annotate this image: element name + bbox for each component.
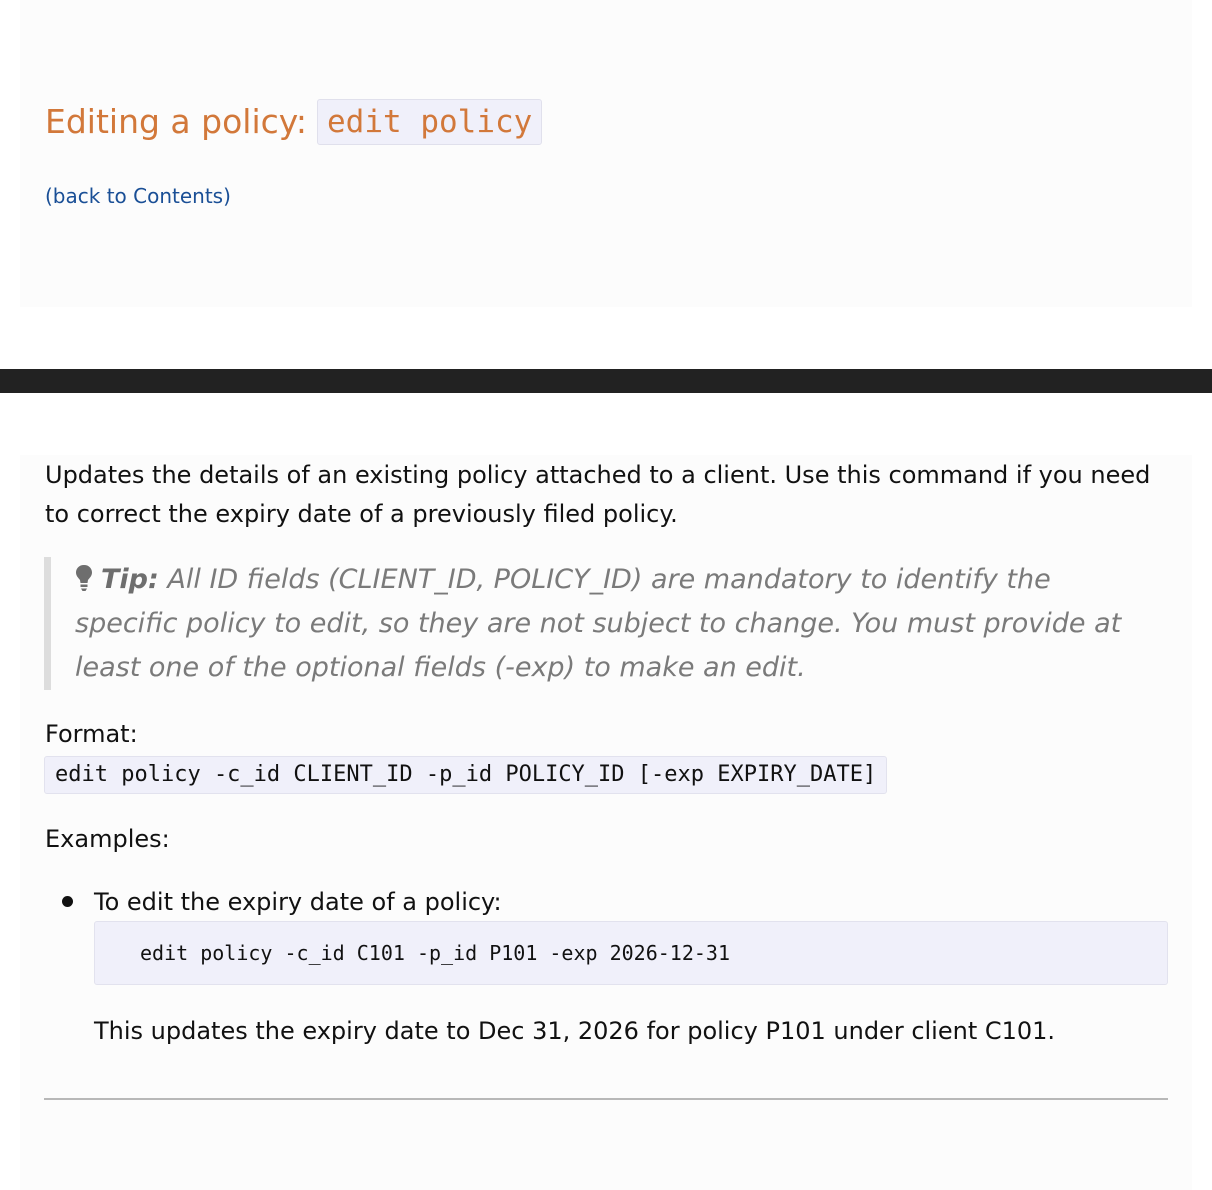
tip-blockquote <box>44 557 1134 690</box>
example-description: To edit the expiry date of a policy: <box>94 888 502 916</box>
intro-paragraph: Updates the details of an existing policy attached to a client. Use this command if you need to correct the expiry date of a previously filed policy. <box>45 461 1151 528</box>
list-item <box>94 886 1170 1045</box>
example-note: This updates the expiry date to Dec 31, 2026 for policy P101 under client C101. <box>94 1017 1056 1045</box>
page-title-code: edit policy <box>317 99 542 145</box>
tip-label: Tip: <box>101 564 159 595</box>
tip-text-block <box>75 557 1134 690</box>
format-label: Format: <box>45 720 138 748</box>
page-title <box>45 98 542 146</box>
section-body-card <box>20 455 1192 1190</box>
lightbulb-icon <box>75 564 93 592</box>
horizontal-rule <box>44 1098 1168 1100</box>
example-code-block <box>94 921 1168 985</box>
section-divider-bar <box>0 369 1212 393</box>
format-code: edit policy -c_id CLIENT_ID -p_id POLICY_ID [-exp EXPIRY_DATE] <box>44 756 887 794</box>
back-to-contents-link[interactable]: (back to Contents) <box>45 184 231 208</box>
example-code: edit policy -c_id C101 -p_id P101 -exp 2026-12-31 <box>140 941 731 965</box>
examples-label: Examples: <box>45 825 170 853</box>
section-header-card <box>20 0 1192 307</box>
bullet-icon <box>62 896 73 907</box>
page-title-text: Editing a policy: <box>45 102 308 141</box>
tip-body: All ID fields (CLIENT_ID, POLICY_ID) are mandatory to identify the specific policy to edit, so they are not subject to change. You must provide at least one of the optional fields (-exp) to make an edit. <box>75 564 1122 683</box>
